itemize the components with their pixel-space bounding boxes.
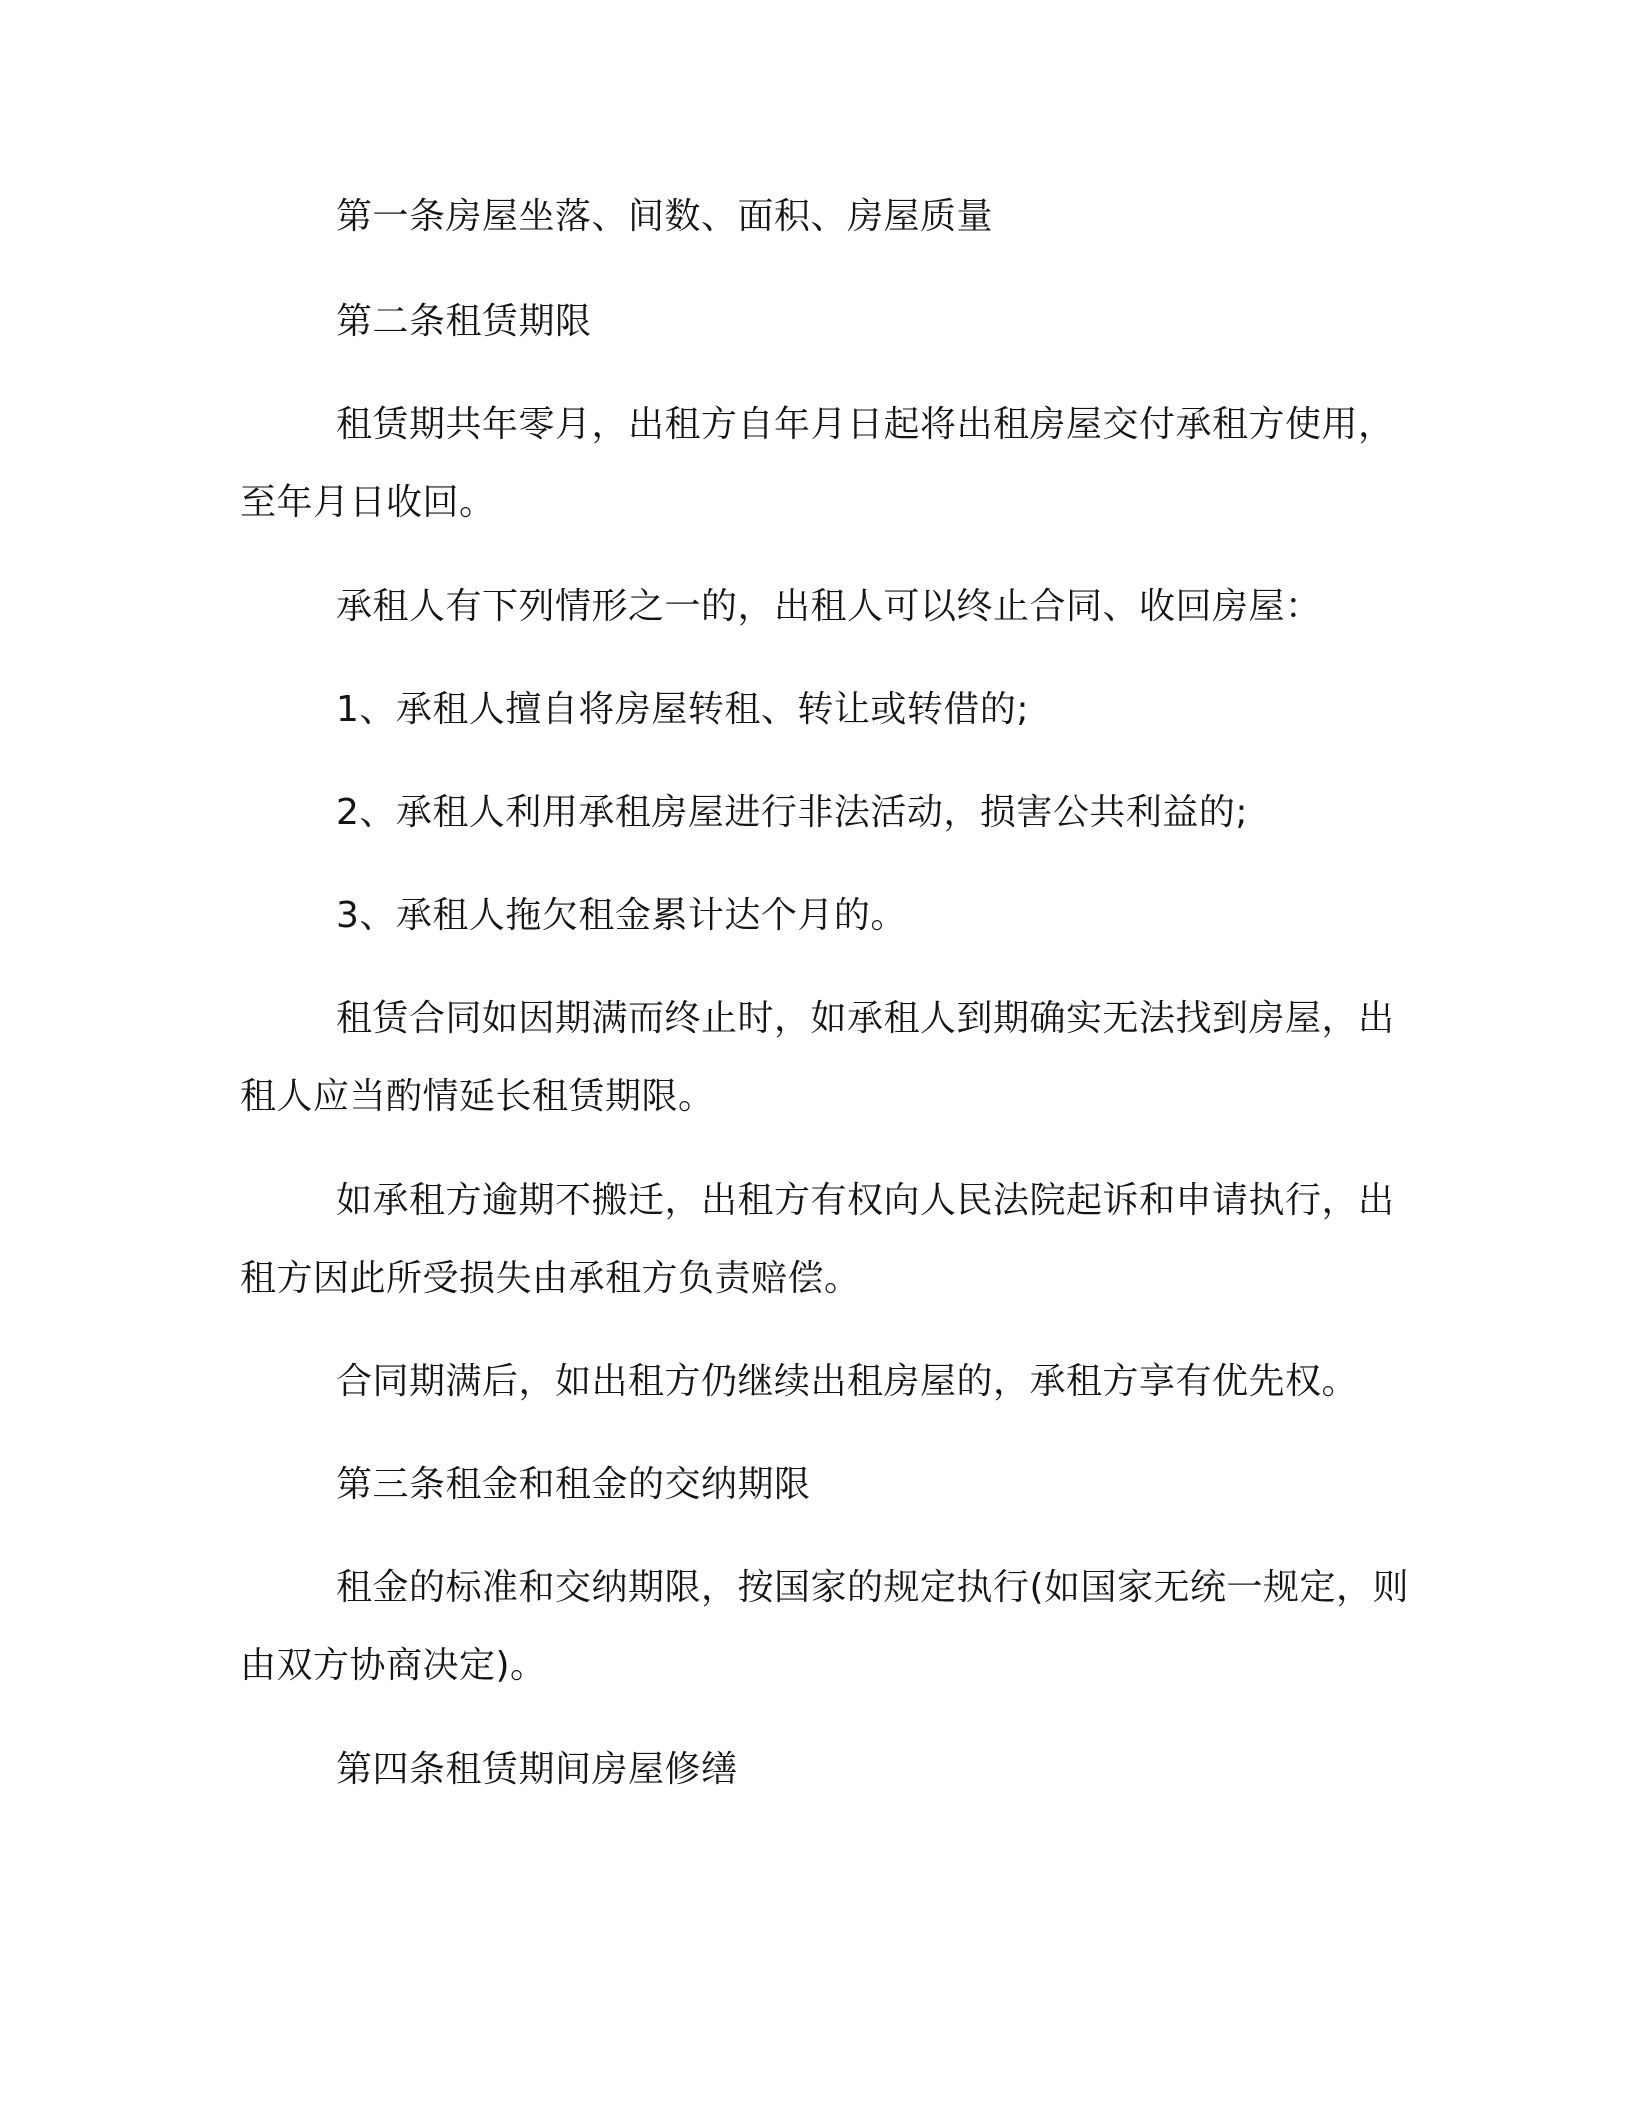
paragraph-lease-term: 租赁期共年零月，出租方自年月日起将出租房屋交付承租方使用，至年月日收回。 [240, 404, 1395, 523]
paragraph-article-4-heading: 第四条租赁期间房屋修缮 [336, 1749, 738, 1790]
paragraph-overdue-move: 如承租方逾期不搬迁，出租方有权向人民法院起诉和申请执行，出租方因此所受损失由承租方负责赔偿。 [240, 1180, 1395, 1299]
paragraph-extension: 租赁合同如因期满而终止时，如承租人到期确实无法找到房屋，出租人应当酌情延长租赁期限。 [240, 998, 1395, 1117]
paragraph-priority-right: 合同期满后，如出租方仍继续出租房屋的，承租方享有优先权。 [336, 1361, 1359, 1402]
paragraph-article-3-heading: 第三条租金和租金的交纳期限 [336, 1464, 811, 1505]
paragraph-case-2: 2、承租人利用承租房屋进行非法活动，损害公共利益的; [336, 792, 1249, 833]
paragraph-case-3: 3、承租人拖欠租金累计达个月的。 [336, 895, 907, 936]
paragraph-article-2-heading: 第二条租赁期限 [336, 301, 592, 342]
paragraph-case-1: 1、承租人擅自将房屋转租、转让或转借的; [336, 689, 1030, 730]
paragraph-rent-standard: 租金的标准和交纳期限，按国家的规定执行(如国家无统一规定，则由双方协商决定)。 [240, 1567, 1410, 1686]
paragraph-article-1-heading: 第一条房屋坐落、间数、面积、房屋质量 [336, 196, 994, 237]
paragraph-termination-cases: 承租人有下列情形之一的，出租人可以终止合同、收回房屋： [336, 586, 1322, 627]
